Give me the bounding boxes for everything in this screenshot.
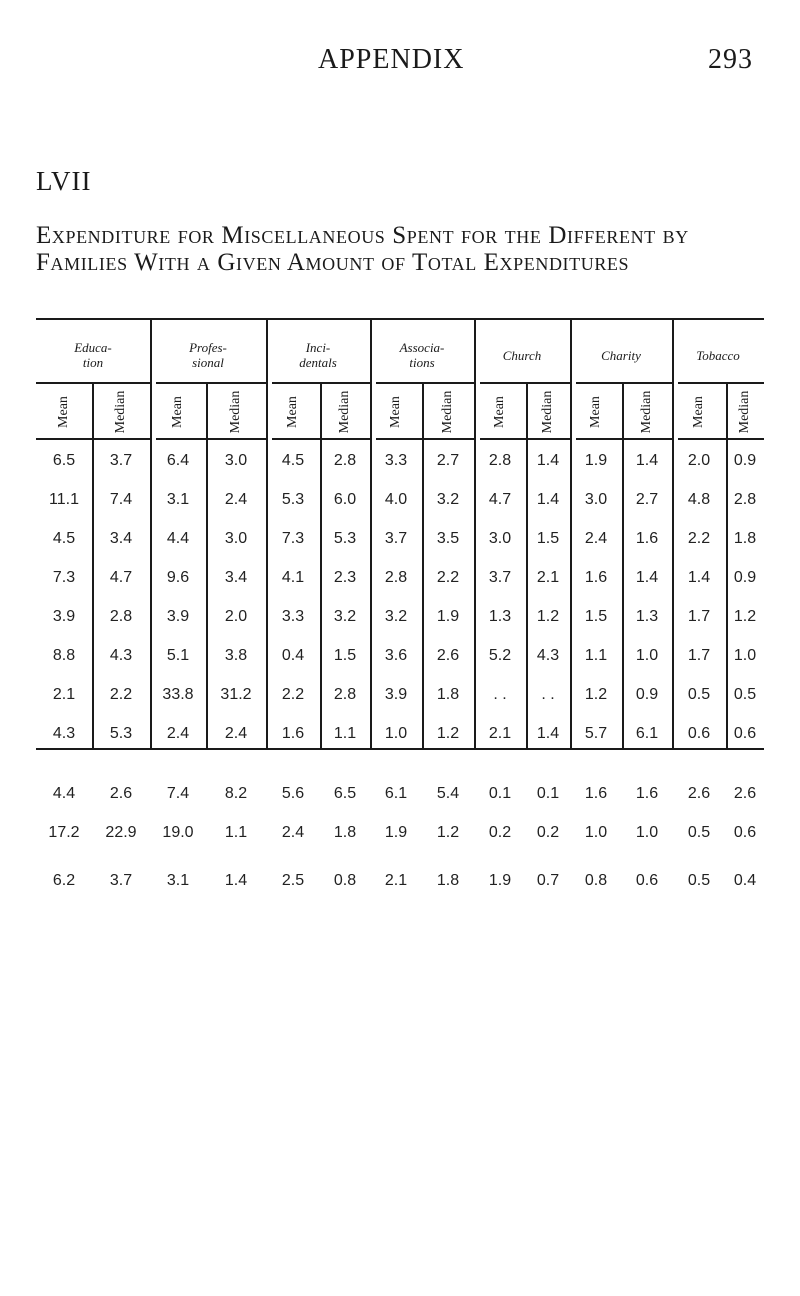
table-cell: 3.0 [488,530,512,547]
table-cell: 1.4 [687,569,711,586]
column-group-header [658,348,778,363]
table-cell: 1.6 [635,530,659,547]
table-cell: 3.0 [584,491,608,508]
table-cell: 6.1 [635,725,659,742]
column-subheader-median [627,382,667,442]
column-rule [92,382,94,748]
column-subheader-median [428,382,468,442]
column-subheader-mean [273,382,313,442]
table-cell: 3.4 [109,530,133,547]
table-cell: 3.2 [436,491,460,508]
table-cell: 9.6 [166,569,190,586]
column-subheader-text: Mean [170,396,185,428]
table-cell: 4.1 [281,569,305,586]
table-cell: 0.8 [333,872,357,889]
table-cell: 1.8 [436,686,460,703]
column-subheader-text: Median [639,390,654,434]
table-cell: 4.5 [281,452,305,469]
table-cell: 4.4 [52,785,76,802]
column-group-header-line: Tobacco [696,348,740,363]
table-cell: 0.2 [488,824,512,841]
table-cell: 1.8 [733,530,757,547]
table-cell: 2.1 [488,725,512,742]
table-cell: 1.7 [687,608,711,625]
table-cell: 0.6 [733,824,757,841]
table-cell: 2.8 [733,491,757,508]
table-cell: 1.6 [635,785,659,802]
table-cell: 0.9 [635,686,659,703]
table-cell: 5.1 [166,647,190,664]
table-cell: 6.1 [384,785,408,802]
table-cell: 1.5 [584,608,608,625]
table-cell: 4.3 [536,647,560,664]
column-group-header-line: Church [502,348,542,363]
table-cell: 0.4 [733,872,757,889]
table-cell: 1.0 [584,824,608,841]
column-subheader-median [325,382,365,442]
table-cell: 1.7 [687,647,711,664]
column-subheader-median [725,382,765,442]
table-cell: 1.0 [635,647,659,664]
column-subheader-mean [44,382,84,442]
table-cell: 2.8 [488,452,512,469]
column-group-header-line: tion [82,355,104,370]
table-cell: 3.0 [224,452,248,469]
column-rule [206,382,208,748]
table-cell: 1.4 [536,491,560,508]
table-cell: 1.6 [584,785,608,802]
table-cell: 5.3 [281,491,305,508]
column-subheader-mean [576,382,616,442]
table-cell: 1.9 [488,872,512,889]
table-cell: 1.2 [733,608,757,625]
table-cell: 0.5 [687,824,711,841]
table-cell: 31.2 [220,686,252,703]
table-cell: 1.2 [436,824,460,841]
table-cell: 2.0 [224,608,248,625]
table-cell: 0.6 [733,725,757,742]
column-group-header-line: tions [409,355,435,370]
table-cell: 5.3 [109,725,133,742]
table-cell: 1.6 [584,569,608,586]
running-title: APPENDIX [318,44,465,75]
table-cell: 6.4 [166,452,190,469]
column-subheader-text: Median [113,390,128,434]
data-table [36,318,764,889]
column-group-header-line: Inci- [305,340,331,355]
column-group-header-line: dentals [299,355,337,370]
table-cell: 0.1 [536,785,560,802]
column-group-header-line: Profes- [189,340,227,355]
table-cell: 0.7 [536,872,560,889]
table-cell: 3.7 [488,569,512,586]
table-cell: 2.8 [109,608,133,625]
table-cell: 3.9 [52,608,76,625]
table-cell: 0.1 [488,785,512,802]
table-cell: 2.4 [281,824,305,841]
column-subheader-text: Median [737,390,752,434]
table-cell: 1.0 [733,647,757,664]
column-subheader-text: Mean [588,396,603,428]
page-number: 293 [708,44,753,75]
table-cell: 7.4 [109,491,133,508]
column-subheader-text: Mean [56,396,71,428]
table-cell: 1.5 [333,647,357,664]
table-cell: 3.4 [224,569,248,586]
table-cell: 4.0 [384,491,408,508]
table-cell: 5.3 [333,530,357,547]
table-cell: 1.2 [436,725,460,742]
table-cell: 1.9 [584,452,608,469]
table-cell: 1.4 [635,452,659,469]
table-cell: 5.6 [281,785,305,802]
table-cell: 4.3 [52,725,76,742]
table-cell: 2.6 [733,785,757,802]
table-cell: 3.5 [436,530,460,547]
table-cell: . . [541,686,555,703]
table-cell: 5.4 [436,785,460,802]
table-cell: 1.9 [384,824,408,841]
table-cell: 2.5 [281,872,305,889]
table-cell: 1.8 [333,824,357,841]
table-cell: 1.4 [224,872,248,889]
column-group-header-line: Charity [601,348,641,363]
table-cell: 1.3 [488,608,512,625]
column-subheader-text: Mean [388,396,403,428]
table-cell: 4.7 [488,491,512,508]
table-cell: 2.0 [687,452,711,469]
column-subheader-mean [376,382,416,442]
table-cell: 1.4 [536,725,560,742]
table-cell: 2.2 [281,686,305,703]
table-cell: 2.2 [436,569,460,586]
column-group-header-line: Educa- [74,340,112,355]
table-cell: 0.8 [584,872,608,889]
table-cell: 33.8 [162,686,194,703]
table-cell: 2.4 [224,491,248,508]
table-cell: 3.8 [224,647,248,664]
top-rule [36,318,764,320]
table-cell: 2.1 [52,686,76,703]
column-subheader-text: Median [337,390,352,434]
table-cell: 2.7 [635,491,659,508]
table-cell: 1.5 [536,530,560,547]
table-cell: 17.2 [48,824,80,841]
table-cell: 1.2 [536,608,560,625]
table-cell: 1.1 [224,824,248,841]
table-cell: 3.2 [384,608,408,625]
table-cell: 1.4 [635,569,659,586]
table-cell: 2.2 [687,530,711,547]
column-subheader-median [101,382,141,442]
table-cell: 6.5 [52,452,76,469]
table-cell: 1.9 [436,608,460,625]
table-cell: 2.4 [584,530,608,547]
table-cell: 3.1 [166,872,190,889]
column-subheader-text: Mean [285,396,300,428]
table-cell: 1.8 [436,872,460,889]
table-cell: 0.9 [733,569,757,586]
table-cell: 2.3 [333,569,357,586]
table-cell: 1.4 [536,452,560,469]
table-cell: 0.5 [733,686,757,703]
table-cell: 0.9 [733,452,757,469]
table-cell: 0.2 [536,824,560,841]
table-cell: 4.7 [109,569,133,586]
column-group-header [258,340,378,370]
table-cell: 3.6 [384,647,408,664]
column-subheader-median [528,382,568,442]
table-cell: 3.7 [384,530,408,547]
table-cell: 5.2 [488,647,512,664]
table-cell: 3.0 [224,530,248,547]
table-cell: 8.2 [224,785,248,802]
table-cell: 19.0 [162,824,194,841]
table-cell: 7.3 [281,530,305,547]
table-cell: 6.2 [52,872,76,889]
table-cell: 0.5 [687,686,711,703]
table-caption: Expenditure for Miscellaneous Spent for the Different by Families With a Given Amount of Total Expenditures [36,222,689,276]
table-cell: 1.1 [333,725,357,742]
table-cell: 2.1 [536,569,560,586]
table-cell: 3.7 [109,872,133,889]
table-cell: 1.2 [584,686,608,703]
table-cell: . . [493,686,507,703]
table-cell: 2.2 [109,686,133,703]
column-group-header [148,340,268,370]
table-cell: 11.1 [49,491,79,508]
table-number: LVII [36,166,92,196]
column-subheader-median [216,382,256,442]
column-group-header [33,340,153,370]
column-group-header-line: Associa- [399,340,445,355]
column-subheader-mean [679,382,719,442]
column-group-header-line: sional [192,355,224,370]
column-subheader-text: Median [540,390,555,434]
table-cell: 3.3 [281,608,305,625]
column-subheader-text: Mean [492,396,507,428]
table-cell: 3.7 [109,452,133,469]
column-subheader-text: Mean [691,396,706,428]
table-cell: 2.8 [384,569,408,586]
table-cell: 0.4 [281,647,305,664]
table-cell: 2.8 [333,452,357,469]
table-cell: 2.6 [109,785,133,802]
table-cell: 3.2 [333,608,357,625]
column-subheader-text: Median [228,390,243,434]
table-cell: 22.9 [105,824,137,841]
table-cell: 1.1 [584,647,608,664]
table-cell: 2.4 [224,725,248,742]
table-cell: 2.4 [166,725,190,742]
table-cell: 4.3 [109,647,133,664]
column-subheader-mean [480,382,520,442]
bottom-rule [36,748,764,750]
table-cell: 2.6 [436,647,460,664]
table-cell: 2.6 [687,785,711,802]
column-subheader-text: Median [440,390,455,434]
table-cell: 4.4 [166,530,190,547]
table-cell: 0.6 [687,725,711,742]
table-cell: 4.8 [687,491,711,508]
table-cell: 0.5 [687,872,711,889]
table-cell: 1.0 [635,824,659,841]
table-cell: 6.5 [333,785,357,802]
table-cell: 7.4 [166,785,190,802]
column-subheader-mean [158,382,198,442]
table-cell: 8.8 [52,647,76,664]
table-cell: 0.6 [635,872,659,889]
table-cell: 1.6 [281,725,305,742]
table-cell: 4.5 [52,530,76,547]
table-cell: 2.7 [436,452,460,469]
table-cell: 3.9 [384,686,408,703]
table-cell: 1.0 [384,725,408,742]
table-cell: 6.0 [333,491,357,508]
table-cell: 3.9 [166,608,190,625]
table-cell: 2.8 [333,686,357,703]
table-cell: 3.1 [166,491,190,508]
table-cell: 2.1 [384,872,408,889]
table-cell: 3.3 [384,452,408,469]
table-cell: 7.3 [52,569,76,586]
table-cell: 5.7 [584,725,608,742]
table-cell: 1.3 [635,608,659,625]
